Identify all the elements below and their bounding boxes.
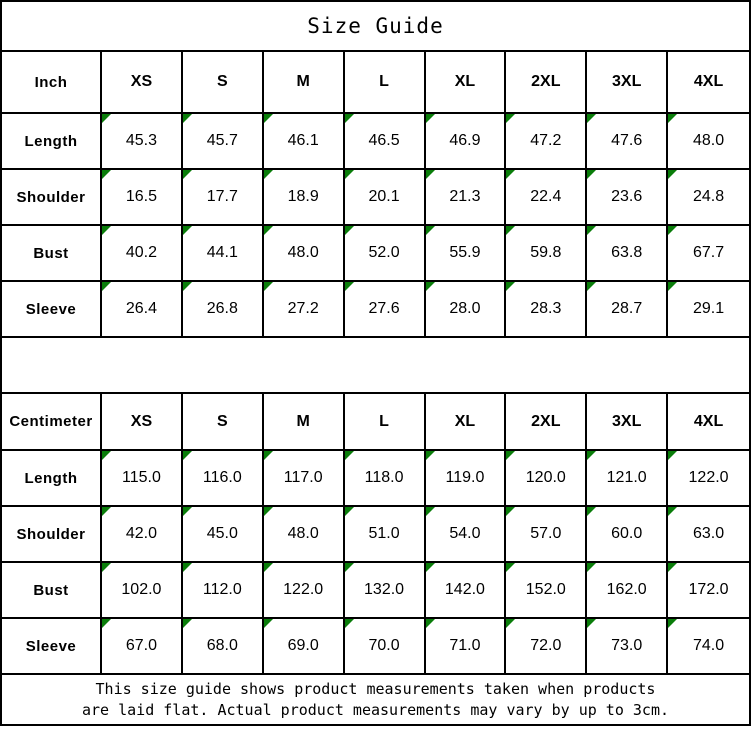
table-cell: [183, 507, 264, 563]
cell-note-triangle-icon: [102, 226, 111, 235]
table-cell: [345, 619, 426, 675]
table-cell: [345, 170, 426, 226]
cell-note-triangle-icon: [264, 170, 273, 179]
column-header-xs: XS: [102, 52, 183, 114]
table-cell: [183, 226, 264, 282]
cell-value: 67.7: [692, 244, 725, 261]
column-header-2xl: 2XL: [506, 52, 587, 114]
measurement-note-line1: This size guide shows product measurements taken when products: [95, 679, 656, 698]
table-cell: [264, 563, 345, 619]
table-cell: [264, 114, 345, 170]
column-header-m: M: [264, 394, 345, 451]
cell-note-triangle-icon: [183, 563, 192, 572]
cell-note-triangle-icon: [587, 226, 596, 235]
cell-value: 121.0: [606, 469, 647, 486]
table-cell: [345, 226, 426, 282]
column-header-s: S: [183, 52, 264, 114]
table-cell: [264, 507, 345, 563]
page-title: Size Guide: [2, 2, 749, 52]
cell-note-triangle-icon: [426, 507, 435, 516]
cell-value: 42.0: [125, 525, 157, 542]
table-cell: [506, 619, 587, 675]
table-cell: [668, 226, 749, 282]
cell-note-triangle-icon: [506, 170, 515, 179]
cell-value: 46.5: [368, 132, 400, 149]
cell-value: 54.0: [449, 525, 481, 542]
column-header-2xl: 2XL: [506, 394, 587, 451]
cell-note-triangle-icon: [506, 619, 515, 628]
table-cell: [587, 282, 668, 338]
table-cell: [264, 226, 345, 282]
table-cell: [426, 619, 507, 675]
table-cell: [264, 282, 345, 338]
table-cell: [668, 563, 749, 619]
table-cell: [668, 507, 749, 563]
table-cell: [506, 563, 587, 619]
cell-value: 122.0: [283, 581, 324, 598]
cell-value: 48.0: [287, 525, 319, 542]
cell-value: 28.3: [530, 300, 562, 317]
cell-value: 23.6: [611, 188, 643, 205]
cell-value: 57.0: [530, 525, 562, 542]
cell-note-triangle-icon: [426, 619, 435, 628]
cell-value: 51.0: [368, 525, 400, 542]
table-cell: [264, 451, 345, 507]
cell-value: 45.7: [206, 132, 238, 149]
cell-note-triangle-icon: [587, 507, 596, 516]
table-cell: [426, 282, 507, 338]
cell-note-triangle-icon: [264, 282, 273, 291]
cell-value: 122.0: [688, 469, 729, 486]
cell-note-triangle-icon: [668, 507, 677, 516]
cell-note-triangle-icon: [345, 563, 354, 572]
cell-note-triangle-icon: [587, 114, 596, 123]
cell-note-triangle-icon: [102, 170, 111, 179]
table-cell: [587, 619, 668, 675]
cell-value: 45.0: [206, 525, 238, 542]
row-label-bust: Bust: [2, 226, 102, 282]
table-cell: [183, 170, 264, 226]
cell-note-triangle-icon: [264, 563, 273, 572]
column-header-4xl: 4XL: [668, 394, 749, 451]
cell-value: 46.9: [449, 132, 481, 149]
cell-note-triangle-icon: [506, 507, 515, 516]
cell-value: 162.0: [606, 581, 647, 598]
cell-value: 118.0: [364, 469, 404, 486]
table-cell: [183, 619, 264, 675]
cell-note-triangle-icon: [345, 226, 354, 235]
cell-value: 18.9: [287, 188, 319, 205]
cell-note-triangle-icon: [668, 282, 677, 291]
cell-note-triangle-icon: [426, 451, 435, 460]
cell-value: 40.2: [125, 244, 157, 261]
cell-note-triangle-icon: [506, 114, 515, 123]
cell-value: 119.0: [445, 469, 485, 486]
table-cell: [183, 114, 264, 170]
cell-value: 67.0: [125, 637, 157, 654]
table-cell: [587, 563, 668, 619]
table-cell: [668, 282, 749, 338]
table-cell: [587, 451, 668, 507]
cell-value: 102.0: [121, 581, 162, 598]
table-cell: [587, 114, 668, 170]
table-cell: [506, 282, 587, 338]
cell-value: 117.0: [283, 469, 323, 486]
table-cell: [345, 563, 426, 619]
table-cell: [587, 170, 668, 226]
row-label-length: Length: [2, 114, 102, 170]
table-cell: [345, 282, 426, 338]
table-cell: [345, 114, 426, 170]
table-cell: [426, 451, 507, 507]
cell-note-triangle-icon: [587, 619, 596, 628]
cell-value: 27.2: [287, 300, 319, 317]
cell-value: 115.0: [122, 469, 161, 486]
column-header-l: L: [345, 394, 426, 451]
table-cell: [668, 619, 749, 675]
table-cell: [668, 170, 749, 226]
column-header-3xl: 3XL: [587, 394, 668, 451]
table-cell: [183, 451, 264, 507]
cell-note-triangle-icon: [264, 114, 273, 123]
cell-value: 172.0: [688, 581, 729, 598]
table-cell: [102, 114, 183, 170]
cell-note-triangle-icon: [102, 563, 111, 572]
cell-value: 26.4: [125, 300, 157, 317]
cell-note-triangle-icon: [668, 170, 677, 179]
cell-value: 116.0: [202, 469, 242, 486]
cell-note-triangle-icon: [102, 114, 111, 123]
table-cell: [587, 507, 668, 563]
table-cell: [102, 619, 183, 675]
table-cell: [102, 451, 183, 507]
cell-note-triangle-icon: [426, 114, 435, 123]
table-cell: [264, 619, 345, 675]
cell-note-triangle-icon: [102, 619, 111, 628]
cell-value: 17.7: [206, 188, 238, 205]
cell-note-triangle-icon: [264, 507, 273, 516]
cell-note-triangle-icon: [506, 451, 515, 460]
cell-note-triangle-icon: [345, 619, 354, 628]
cell-note-triangle-icon: [506, 226, 515, 235]
table-cell: [426, 170, 507, 226]
cell-value: 45.3: [125, 132, 157, 149]
cell-note-triangle-icon: [345, 451, 354, 460]
cell-note-triangle-icon: [506, 563, 515, 572]
table-cell: [506, 507, 587, 563]
cell-note-triangle-icon: [183, 170, 192, 179]
cell-value: 21.3: [449, 188, 481, 205]
cell-value: 152.0: [525, 581, 566, 598]
cell-note-triangle-icon: [668, 619, 677, 628]
row-label-bust: Bust: [2, 563, 102, 619]
table-cell: [426, 114, 507, 170]
cell-note-triangle-icon: [183, 114, 192, 123]
cell-note-triangle-icon: [183, 507, 192, 516]
table-cell: [506, 451, 587, 507]
cell-note-triangle-icon: [668, 114, 677, 123]
cell-note-triangle-icon: [183, 226, 192, 235]
table-cell: [506, 114, 587, 170]
table-cell: [102, 170, 183, 226]
cell-note-triangle-icon: [587, 282, 596, 291]
cell-value: 72.0: [530, 637, 562, 654]
centimeter-unit-header: Centimeter: [2, 394, 102, 451]
table-cell: [426, 507, 507, 563]
cell-value: 27.6: [368, 300, 400, 317]
cell-note-triangle-icon: [102, 451, 111, 460]
cell-note-triangle-icon: [345, 170, 354, 179]
cell-value: 16.5: [125, 188, 157, 205]
cell-note-triangle-icon: [587, 451, 596, 460]
cell-note-triangle-icon: [345, 282, 354, 291]
cell-value: 20.1: [368, 188, 400, 205]
cell-value: 69.0: [287, 637, 319, 654]
cell-value: 132.0: [364, 581, 405, 598]
cell-note-triangle-icon: [264, 226, 273, 235]
cell-note-triangle-icon: [668, 563, 677, 572]
cell-value: 63.0: [692, 525, 725, 542]
cell-note-triangle-icon: [264, 619, 273, 628]
cell-note-triangle-icon: [587, 563, 596, 572]
cell-note-triangle-icon: [426, 226, 435, 235]
table-cell: [264, 170, 345, 226]
cell-value: 74.0: [692, 637, 725, 654]
cell-value: 29.1: [692, 300, 725, 317]
column-header-xs: XS: [102, 394, 183, 451]
table-cell: [506, 170, 587, 226]
cell-value: 112.0: [202, 581, 242, 598]
column-header-l: L: [345, 52, 426, 114]
table-cell: [345, 507, 426, 563]
table-cell: [587, 226, 668, 282]
table-cell: [183, 282, 264, 338]
cell-note-triangle-icon: [426, 563, 435, 572]
table-cell: [102, 563, 183, 619]
cell-value: 48.0: [692, 132, 725, 149]
cell-note-triangle-icon: [345, 114, 354, 123]
table-cell: [102, 226, 183, 282]
table-cell: [668, 114, 749, 170]
cell-note-triangle-icon: [668, 226, 677, 235]
row-label-sleeve: Sleeve: [2, 282, 102, 338]
table-cell: [668, 451, 749, 507]
measurement-note: [2, 675, 749, 724]
cell-note-triangle-icon: [183, 619, 192, 628]
cell-value: 47.2: [530, 132, 562, 149]
cell-value: 48.0: [287, 244, 319, 261]
column-header-s: S: [183, 394, 264, 451]
cell-value: 73.0: [611, 637, 643, 654]
table-cell: [345, 451, 426, 507]
cell-note-triangle-icon: [102, 282, 111, 291]
cell-note-triangle-icon: [587, 170, 596, 179]
table-cell: [426, 226, 507, 282]
cell-value: 28.7: [611, 300, 643, 317]
inch-unit-header: Inch: [2, 52, 102, 114]
cell-note-triangle-icon: [426, 170, 435, 179]
cell-note-triangle-icon: [345, 507, 354, 516]
column-header-xl: XL: [426, 52, 507, 114]
cell-value: 71.0: [449, 637, 481, 654]
cell-note-triangle-icon: [426, 282, 435, 291]
column-header-m: M: [264, 52, 345, 114]
table-cell: [426, 563, 507, 619]
column-header-3xl: 3XL: [587, 52, 668, 114]
cell-note-triangle-icon: [183, 451, 192, 460]
row-label-length: Length: [2, 451, 102, 507]
cell-note-triangle-icon: [183, 282, 192, 291]
row-label-shoulder: Shoulder: [2, 507, 102, 563]
column-header-4xl: 4XL: [668, 52, 749, 114]
cell-value: 60.0: [611, 525, 643, 542]
row-label-shoulder: Shoulder: [2, 170, 102, 226]
cell-value: 120.0: [525, 469, 566, 486]
cell-value: 26.8: [206, 300, 238, 317]
table-cell: [102, 507, 183, 563]
cell-value: 68.0: [206, 637, 238, 654]
cell-value: 52.0: [368, 244, 400, 261]
column-header-xl: XL: [426, 394, 507, 451]
measurement-note-line2: are laid flat. Actual product measurements may vary by up to 3cm.: [82, 700, 669, 719]
cell-note-triangle-icon: [264, 451, 273, 460]
table-cell: [183, 563, 264, 619]
cell-value: 142.0: [444, 581, 485, 598]
table-cell: [102, 282, 183, 338]
cell-value: 47.6: [611, 132, 643, 149]
table-spacer: [2, 338, 749, 394]
cell-value: 55.9: [449, 244, 481, 261]
cell-value: 63.8: [611, 244, 643, 261]
table-cell: [506, 226, 587, 282]
cell-value: 24.8: [692, 188, 725, 205]
cell-value: 70.0: [368, 637, 400, 654]
cell-note-triangle-icon: [506, 282, 515, 291]
cell-note-triangle-icon: [102, 507, 111, 516]
cell-value: 46.1: [287, 132, 319, 149]
cell-value: 44.1: [206, 244, 238, 261]
cell-value: 22.4: [530, 188, 562, 205]
cell-note-triangle-icon: [668, 451, 677, 460]
cell-value: 28.0: [449, 300, 481, 317]
row-label-sleeve: Sleeve: [2, 619, 102, 675]
cell-value: 59.8: [530, 244, 562, 261]
